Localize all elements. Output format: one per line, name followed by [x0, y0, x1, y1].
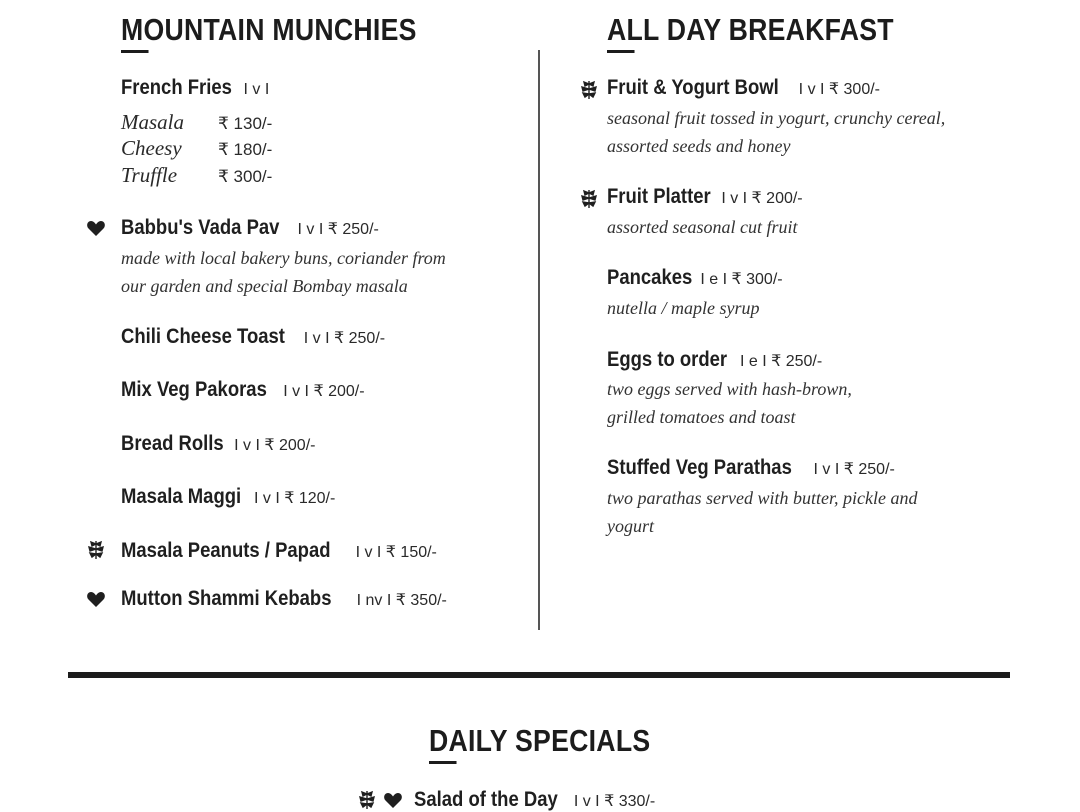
- item-description: two eggs served with hash-brown, grilled tomatoes and toast: [607, 379, 852, 427]
- menu-item-fruit-platter: [607, 185, 803, 209]
- item-meta: I nv I ₹ 350/-: [356, 592, 447, 609]
- menu-item-fruit-yogurt-bowl: [607, 76, 880, 100]
- menu-item-masala-peanuts: [121, 539, 437, 563]
- variant-name: Masala: [121, 110, 184, 134]
- item-meta: I v I ₹ 300/-: [798, 81, 880, 98]
- item-name: Salad of the Day: [414, 788, 558, 811]
- item-meta: I v I ₹ 200/-: [721, 190, 803, 207]
- item-meta: I v I ₹ 120/-: [254, 490, 336, 507]
- item-name: Mix Veg Pakoras: [121, 378, 267, 401]
- item-name: Chili Cheese Toast: [121, 325, 285, 348]
- item-name: Masala Maggi: [121, 485, 242, 508]
- variant-row: [121, 136, 272, 161]
- item-description: nutella / maple syrup: [607, 298, 760, 318]
- leaf-sprig-icon: [86, 540, 106, 560]
- item-name: Fruit Platter: [607, 185, 711, 208]
- variant-name: Cheesy: [121, 136, 182, 160]
- item-name: Fruit & Yogurt Bowl: [607, 76, 779, 99]
- menu-item-salad-of-the-day: [414, 788, 655, 812]
- item-meta: I e I ₹ 250/-: [739, 353, 823, 370]
- item-name: Eggs to order: [607, 348, 728, 371]
- heart-icon: [86, 589, 106, 609]
- variant-row: [121, 110, 272, 135]
- menu-item-mutton-shammi-kebabs: [121, 587, 447, 611]
- heart-icon: [383, 790, 403, 810]
- item-description: made with local bakery buns, coriander from our garden and special Bombay masala: [121, 248, 446, 296]
- item-meta: I v I: [243, 81, 270, 98]
- section-title-mountain-munchies: MOUNTAIN MUNCHIES: [121, 12, 417, 47]
- menu-item-vada-pav: [121, 216, 379, 240]
- item-name: Masala Peanuts / Papad: [121, 539, 331, 562]
- item-meta: I v I ₹ 250/-: [813, 461, 895, 478]
- item-meta: I v I ₹ 200/-: [283, 383, 365, 400]
- menu-item-chili-cheese-toast: [121, 325, 385, 349]
- variant-row: [121, 163, 272, 188]
- item-name: Mutton Shammi Kebabs: [121, 587, 332, 610]
- item-meta: I v I ₹ 330/-: [573, 793, 656, 810]
- variant-price: ₹ 130/-: [218, 114, 273, 133]
- variant-price: ₹ 300/-: [218, 167, 273, 186]
- item-name: French Fries: [121, 76, 232, 99]
- section-divider: [68, 672, 1010, 678]
- item-meta: I e I ₹ 300/-: [700, 271, 783, 288]
- variant-name: Truffle: [121, 163, 178, 187]
- leaf-sprig-icon: [579, 189, 599, 209]
- item-description: assorted seasonal cut fruit: [607, 217, 798, 237]
- variant-price: ₹ 180/-: [218, 140, 273, 159]
- menu-item-masala-maggi: [121, 485, 335, 509]
- heart-icon: [86, 218, 106, 238]
- section-title-daily-specials: DAILY SPECIALS: [429, 723, 651, 758]
- item-description: seasonal fruit tossed in yogurt, crunchy cereal, assorted seeds and honey: [607, 108, 946, 156]
- menu-item-french-fries: [121, 76, 269, 100]
- item-meta: I v I ₹ 250/-: [297, 221, 379, 238]
- menu-item-mix-veg-pakoras: [121, 378, 365, 402]
- leaf-sprig-icon: [357, 790, 377, 810]
- menu-item-eggs-to-order: [607, 348, 822, 372]
- menu-item-bread-rolls: [121, 432, 315, 456]
- menu-item-stuffed-veg-parathas: [607, 456, 895, 480]
- item-meta: I v I ₹ 200/-: [234, 437, 316, 454]
- menu-item-pancakes: [607, 266, 783, 290]
- item-meta: I v I ₹ 150/-: [355, 544, 437, 561]
- item-name: Bread Rolls: [121, 432, 224, 455]
- item-meta: I v I ₹ 250/-: [303, 330, 386, 347]
- item-description: two parathas served with butter, pickle and yogurt: [607, 488, 918, 536]
- section-title-all-day-breakfast: ALL DAY BREAKFAST: [607, 12, 894, 47]
- item-name: Stuffed Veg Parathas: [607, 456, 792, 479]
- column-divider: [538, 50, 540, 630]
- item-name: Babbu's Vada Pav: [121, 216, 280, 239]
- item-name: Pancakes: [607, 266, 693, 289]
- leaf-sprig-icon: [579, 80, 599, 100]
